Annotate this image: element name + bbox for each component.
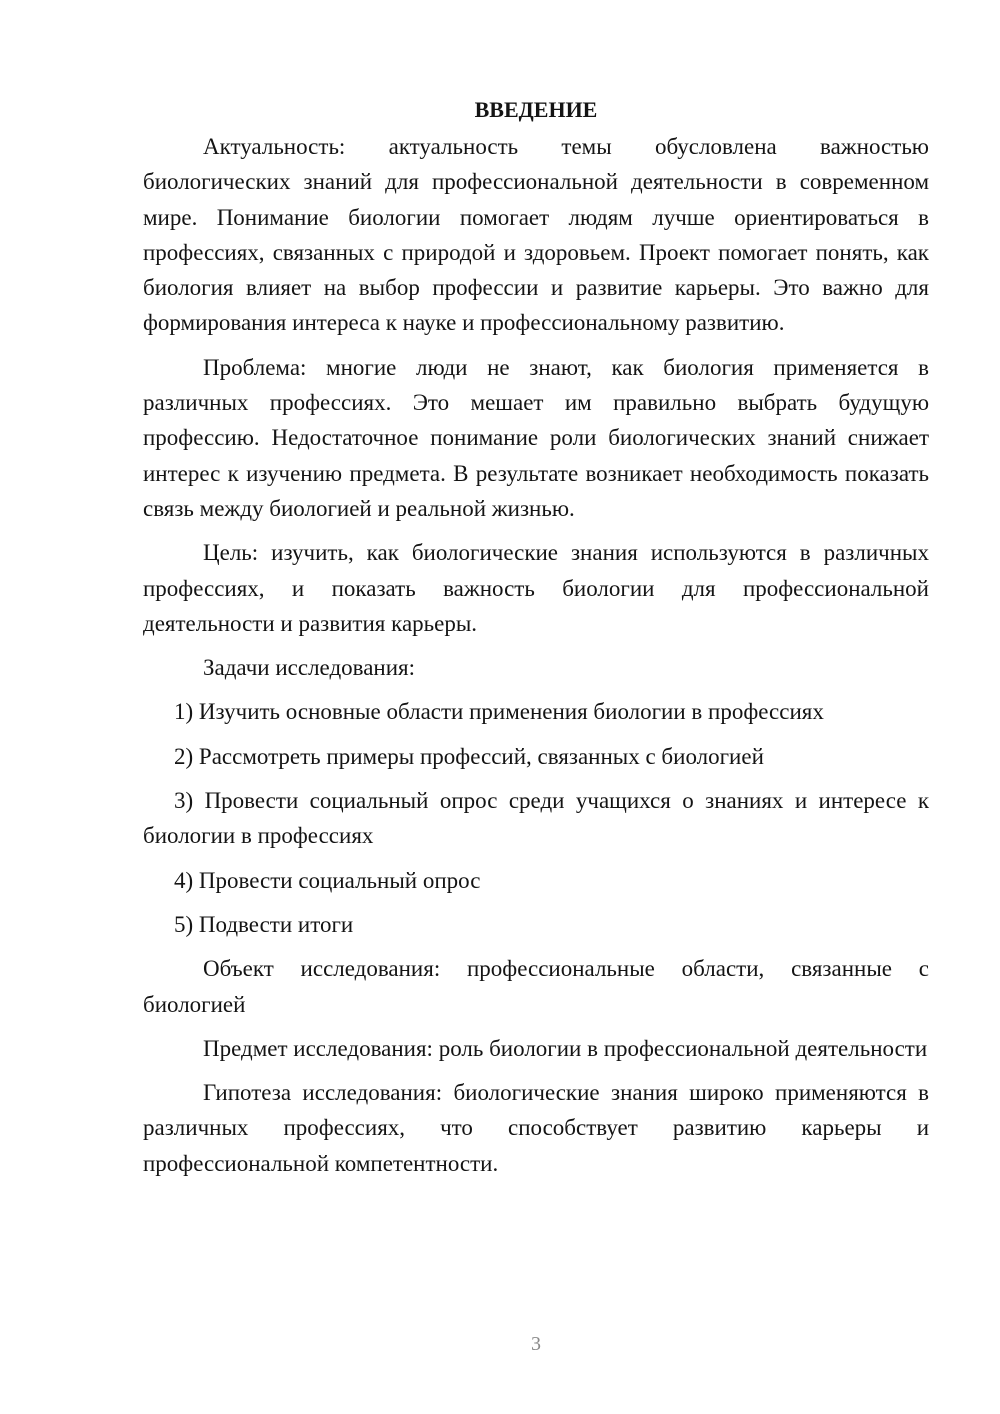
relevance-paragraph: Актуальность: актуальность темы обусловлена важностью биологических знаний для профессиональной деятельности в современном мире. Понимание биологии помогает людям лучше ориентироваться в профессиях, связанных с природой и здоровьем. Проект помогает понять, как биология влияет на выбор профессии и развитие карьеры. Это важно для формирования интереса к науке и профессиональному развитию.: [143, 134, 929, 336]
document-body: [143, 92, 929, 1181]
problem-paragraph: Проблема: многие люди не знают, как биология применяется в различных профессиях. Это мешает им правильно выбрать будущую профессию. Недостаточное понимание роли биологических знаний снижает интерес к изучению предмета. В результате возникает необходимость показать связь между биологией и реальной жизнью.: [143, 354, 929, 521]
page-title: ВВЕДЕНИЕ: [474, 97, 598, 122]
page-number: 3: [531, 1333, 541, 1355]
task-item: 2) Рассмотреть примеры профессий, связанных с биологией: [174, 743, 764, 769]
task-item: 4) Провести социальный опрос: [174, 867, 481, 893]
task-item: 1) Изучить основные области применения биологии в профессиях: [174, 699, 824, 725]
hypothesis-paragraph: Гипотеза исследования: биологические знания широко применяются в различных профессиях, что способствует развитию карьеры и профессиональной компетентности.: [143, 1080, 929, 1176]
tasks-heading: Задачи исследования:: [203, 655, 416, 681]
goal-paragraph: Цель: изучить, как биологические знания используются в различных профессиях, и показать важность биологии для профессиональной деятельности и развития карьеры.: [143, 540, 929, 636]
subject-paragraph: Предмет исследования: роль биологии в профессиональной деятельности: [203, 1035, 928, 1061]
object-paragraph: Объект исследования: профессиональные области, связанные с биологией: [143, 956, 929, 1017]
task-item: 3) Провести социальный опрос среди учащихся о знаниях и интересе к биологии в профессиях: [143, 788, 929, 849]
task-item: 5) Подвести итоги: [174, 911, 354, 937]
